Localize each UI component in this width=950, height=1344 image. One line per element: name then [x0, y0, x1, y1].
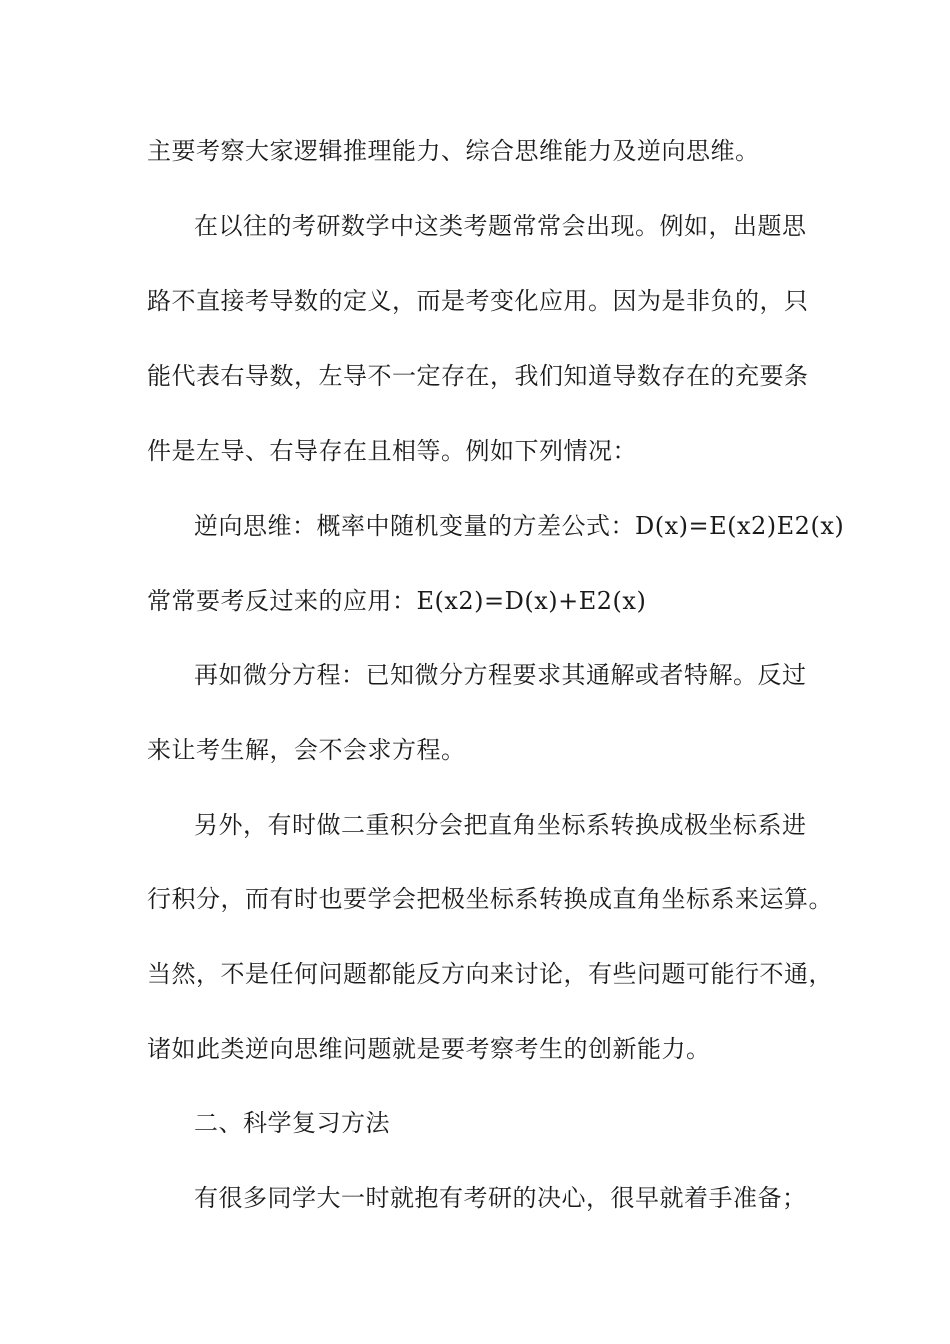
text-line: 诸如此类逆向思维问题就是要考察考生的创新能力。	[147, 1035, 711, 1063]
text-line: 来让考生解，会不会求方程。	[147, 736, 466, 764]
text-line: 在以往的考研数学中这类考题常常会出现。例如，出题思	[194, 212, 807, 240]
text-line: 当然，不是任何问题都能反方向来讨论，有些问题可能行不通，	[147, 960, 833, 988]
text-line: 件是左导、右导存在且相等。例如下列情况：	[147, 437, 637, 465]
section-heading: 二、科学复习方法	[194, 1109, 390, 1137]
text-line: 主要考察大家逻辑推理能力、综合思维能力及逆向思维。	[147, 137, 760, 165]
text-line: 行积分，而有时也要学会把极坐标系转换成直角坐标系来运算。	[147, 885, 833, 913]
text-line: 能代表右导数，左导不一定存在，我们知道导数存在的充要条	[147, 362, 809, 390]
text-line: 常常要考反过来的应用：E(x2)=D(x)+E2(x)	[147, 587, 647, 615]
text-line: 逆向思维：概率中随机变量的方差公式：D(x)=E(x2)E2(x)	[194, 512, 845, 540]
text-line: 有很多同学大一时就抱有考研的决心，很早就着手准备；	[194, 1184, 807, 1212]
text-line: 再如微分方程：已知微分方程要求其通解或者特解。反过	[194, 661, 807, 689]
text-line: 路不直接考导数的定义，而是考变化应用。因为是非负的，只	[147, 287, 809, 315]
text-line: 另外，有时做二重积分会把直角坐标系转换成极坐标系进	[194, 811, 807, 839]
